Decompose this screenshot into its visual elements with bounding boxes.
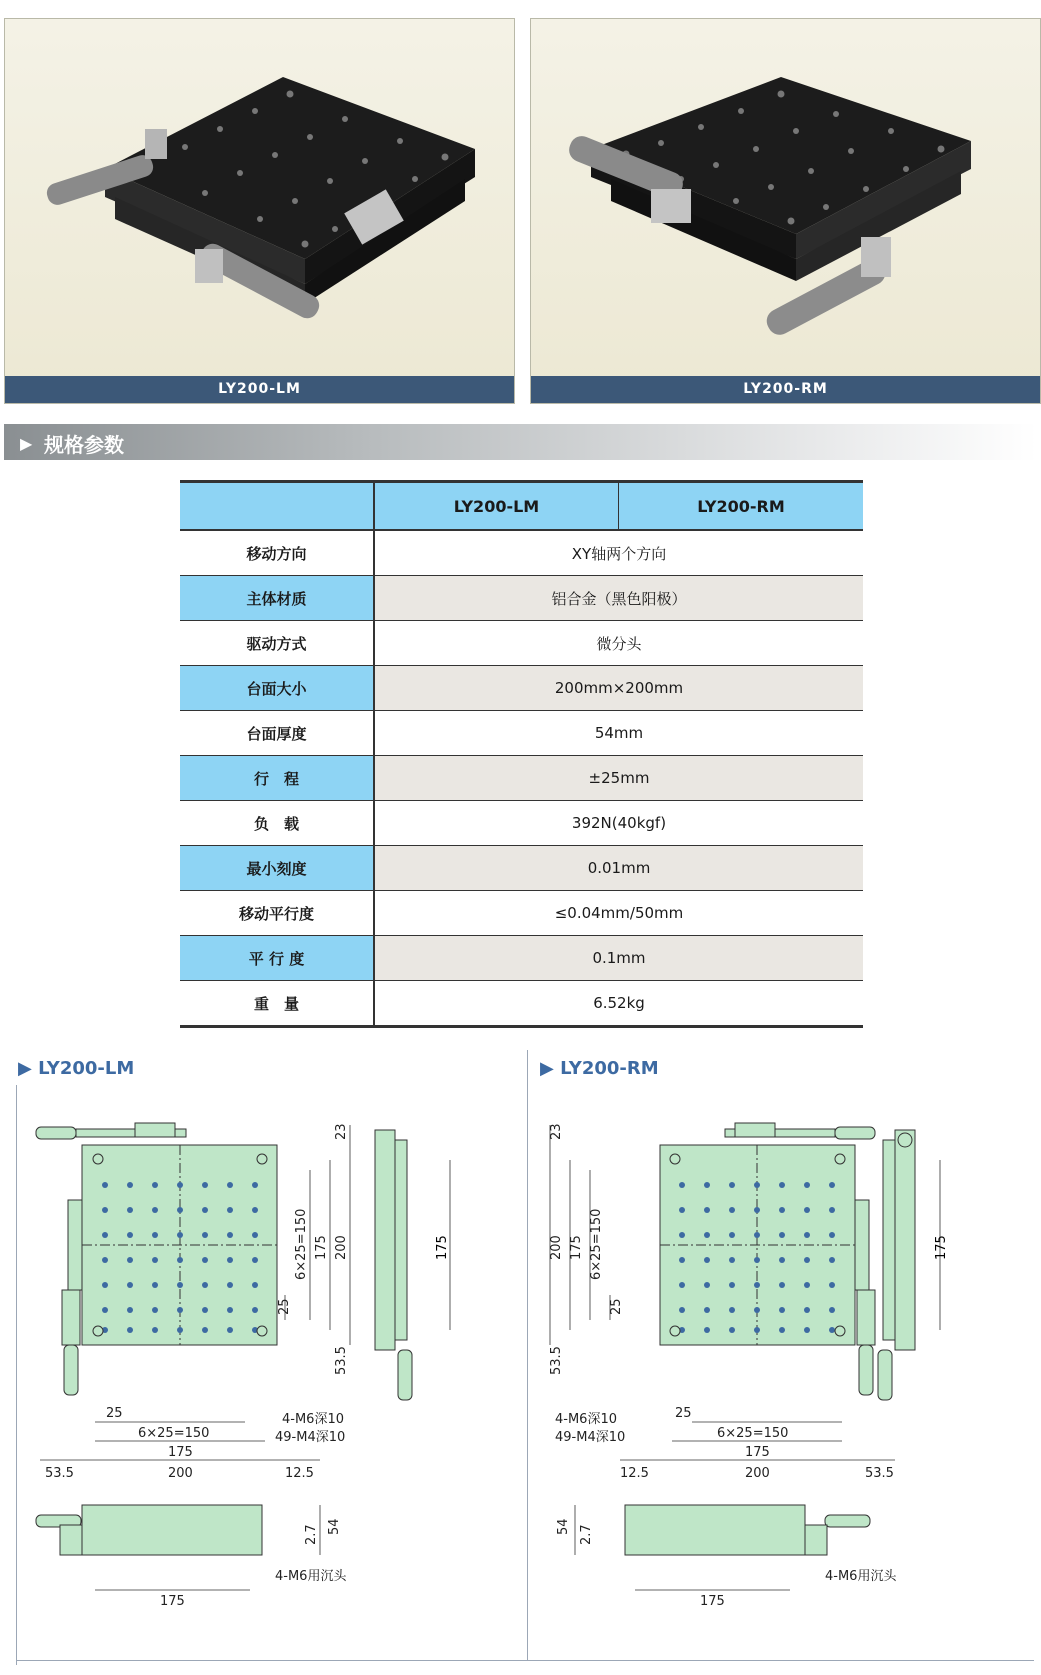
spec-table bbox=[180, 480, 863, 1028]
product-photo-rm bbox=[531, 19, 1040, 377]
header-empty-cell bbox=[180, 482, 374, 531]
dim-150: 6×25=150 bbox=[294, 1208, 309, 1280]
header-col-rm: LY200-RM bbox=[619, 482, 864, 531]
note-counterbore: 4-M6用沉头 bbox=[275, 1569, 347, 1584]
table-row bbox=[180, 711, 863, 756]
play-triangle-icon: ▶ bbox=[540, 1058, 554, 1079]
row-label: 重 量 bbox=[180, 981, 374, 1027]
header-col-lm: LY200-LM bbox=[374, 482, 619, 531]
table-row bbox=[180, 530, 863, 576]
dim-2-7: 2.7 bbox=[304, 1524, 319, 1545]
drawing-rm bbox=[535, 1085, 1035, 1660]
dim-175: 175 bbox=[569, 1235, 584, 1260]
dim-175-bottom: 175 bbox=[160, 1594, 185, 1609]
dim-53-5: 53.5 bbox=[549, 1346, 564, 1375]
play-triangle-icon: ▶ bbox=[18, 1058, 32, 1079]
table-row bbox=[180, 666, 863, 711]
table-row bbox=[180, 756, 863, 801]
drawing-title-lm-text: LY200-LM bbox=[38, 1058, 135, 1079]
dim-12-5: 12.5 bbox=[285, 1466, 314, 1481]
row-value: 54mm bbox=[374, 711, 863, 756]
drawing-title-rm-text: LY200-RM bbox=[560, 1058, 659, 1079]
section-header-specs bbox=[4, 424, 1037, 460]
dim-25-h: 25 bbox=[675, 1406, 692, 1421]
dim-200: 200 bbox=[334, 1235, 349, 1260]
row-label: 主体材质 bbox=[180, 576, 374, 621]
dim-53-5-h: 53.5 bbox=[865, 1466, 894, 1481]
dim-12-5: 12.5 bbox=[620, 1466, 649, 1481]
row-label: 负 载 bbox=[180, 801, 374, 846]
table-row bbox=[180, 936, 863, 981]
play-triangle-icon: ▶ bbox=[20, 434, 33, 453]
product-caption-lm: LY200-LM bbox=[5, 376, 514, 403]
drawing-frame-bottom bbox=[16, 1660, 1034, 1661]
row-value: 6.52kg bbox=[374, 981, 863, 1027]
table-row bbox=[180, 891, 863, 936]
dim-54: 54 bbox=[327, 1518, 342, 1535]
row-label: 移动平行度 bbox=[180, 891, 374, 936]
dim-175-bottom: 175 bbox=[700, 1594, 725, 1609]
dim-175-h: 175 bbox=[745, 1445, 770, 1460]
dim-175: 175 bbox=[314, 1235, 329, 1260]
row-label: 驱动方式 bbox=[180, 621, 374, 666]
note-m4: 49-M4深10 bbox=[275, 1430, 346, 1445]
row-value: ±25mm bbox=[374, 756, 863, 801]
note-m6: 4-M6深10 bbox=[555, 1412, 617, 1427]
row-value: ≤0.04mm/50mm bbox=[374, 891, 863, 936]
dim-23: 23 bbox=[549, 1123, 564, 1140]
dim-150-h: 6×25=150 bbox=[717, 1426, 789, 1441]
row-value: 铝合金（黑色阳极） bbox=[374, 576, 863, 621]
dim-200-h: 200 bbox=[168, 1466, 193, 1481]
dim-200-h: 200 bbox=[745, 1466, 770, 1481]
product-photo-card-rm bbox=[530, 18, 1041, 404]
dim-2-7: 2.7 bbox=[579, 1524, 594, 1545]
spec-table-header bbox=[180, 482, 863, 531]
drawing-lm bbox=[20, 1085, 520, 1660]
drawing-frame-left bbox=[16, 1085, 17, 1665]
dim-150: 6×25=150 bbox=[589, 1208, 604, 1280]
section-title: 规格参数 bbox=[44, 433, 124, 457]
table-row bbox=[180, 846, 863, 891]
drawing-separator bbox=[527, 1050, 528, 1660]
row-value: 200mm×200mm bbox=[374, 666, 863, 711]
dim-53-5-h: 53.5 bbox=[45, 1466, 74, 1481]
table-row bbox=[180, 576, 863, 621]
product-photo-lm bbox=[5, 19, 514, 377]
row-value: 0.01mm bbox=[374, 846, 863, 891]
row-label: 行 程 bbox=[180, 756, 374, 801]
product-photo-card-lm bbox=[4, 18, 515, 404]
note-m4: 49-M4深10 bbox=[555, 1430, 626, 1445]
note-m6: 4-M6深10 bbox=[282, 1412, 344, 1427]
row-value: 微分头 bbox=[374, 621, 863, 666]
dim-200: 200 bbox=[549, 1235, 564, 1260]
row-label: 移动方向 bbox=[180, 530, 374, 576]
product-caption-rm: LY200-RM bbox=[531, 376, 1040, 403]
dim-54: 54 bbox=[556, 1518, 571, 1535]
dim-175-side: 175 bbox=[435, 1235, 450, 1260]
table-row bbox=[180, 981, 863, 1027]
row-label: 台面大小 bbox=[180, 666, 374, 711]
row-value: 0.1mm bbox=[374, 936, 863, 981]
table-row bbox=[180, 801, 863, 846]
row-value: 392N(40kgf) bbox=[374, 801, 863, 846]
dim-175-side: 175 bbox=[934, 1235, 949, 1260]
dim-25: 25 bbox=[277, 1298, 292, 1315]
row-value: XY轴两个方向 bbox=[374, 530, 863, 576]
drawing-title-rm bbox=[540, 1058, 659, 1079]
dim-23: 23 bbox=[334, 1123, 349, 1140]
row-label: 平 行 度 bbox=[180, 936, 374, 981]
row-label: 最小刻度 bbox=[180, 846, 374, 891]
dim-25: 25 bbox=[609, 1298, 624, 1315]
drawing-title-lm bbox=[18, 1058, 134, 1079]
note-counterbore: 4-M6用沉头 bbox=[825, 1569, 897, 1584]
dim-150-h: 6×25=150 bbox=[138, 1426, 210, 1441]
row-label: 台面厚度 bbox=[180, 711, 374, 756]
table-row bbox=[180, 621, 863, 666]
dim-53-5: 53.5 bbox=[334, 1346, 349, 1375]
dim-175-h: 175 bbox=[168, 1445, 193, 1460]
dim-25-h: 25 bbox=[106, 1406, 123, 1421]
